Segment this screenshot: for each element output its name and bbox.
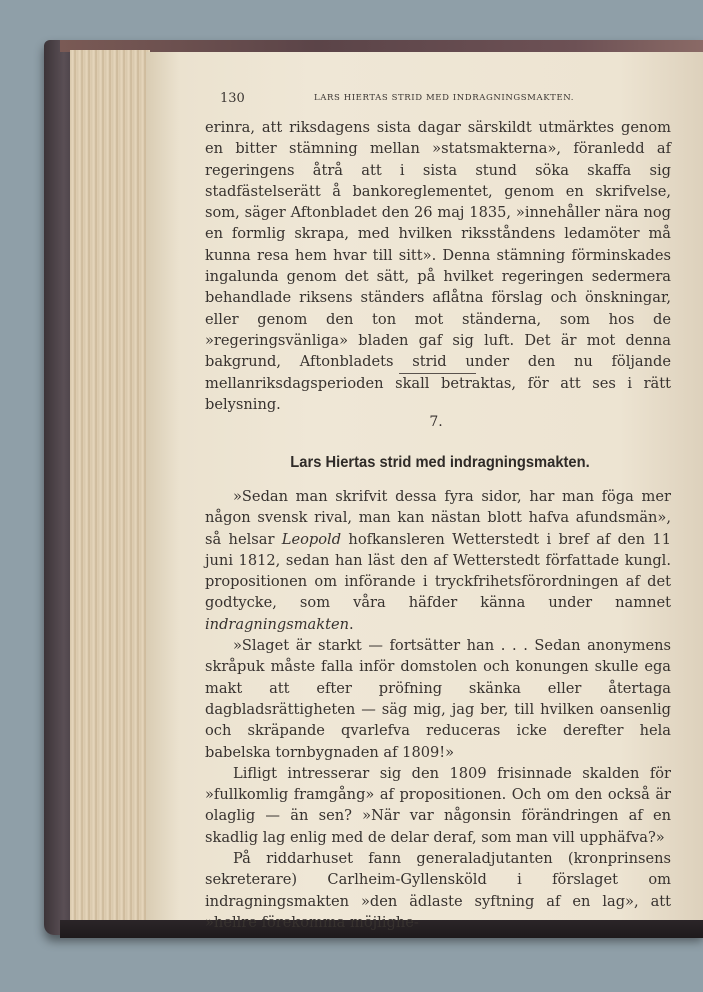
paragraph-5: På riddarhuset fann generaladjutanten (kronprinsens sekreterare) Carlheim-Gyllensköld i förslaget om indragningsmakten »den ädlaste syftning af en lag», att »hellre förekomma möjlighe- (205, 850, 671, 931)
running-head: LARS HIERTAS STRID MED INDRAGNINGSMAKTEN. (314, 93, 575, 103)
paragraph-2-part3: . (349, 615, 354, 633)
paragraph-3: »Slaget är starkt — fortsätter han . . . Sedan anonymens skråpuk måste falla inför domstolen och konungen skulle ega makt att efter pröfning skänka eller återtaga dagbladsrättigheten — säg mig, jag ber, till hvilken oansenlig och skräpande qvarlefva reduceras icke derefter hela babelska tornbygnaden af 1809!» (205, 637, 671, 761)
paragraph-2-name: Leopold (281, 530, 342, 548)
paragraph-2-part2: hofkansleren Wetterstedt i bref af den 11 juni 1812, sedan han läst den af Wetterstedt författade kungl. propositionen om införande i tryckfrihetsförordningen af det godtycke, som våra häfder känna under namnet (205, 530, 671, 612)
paragraph-1 (205, 117, 671, 415)
book-cover-top-edge (60, 40, 703, 52)
section-divider (399, 373, 476, 374)
paragraph-2-term: indragningsmakten (205, 615, 350, 633)
page-number: 130 (220, 91, 245, 106)
page-header (220, 91, 640, 107)
section-body (205, 486, 671, 933)
section-number: 7. (429, 414, 443, 430)
page-edges (70, 50, 150, 920)
paragraph-1-text: erinra, att riksdagens sista dagar särskildt utmärktes genom en bitter stämning mellan »statsmakterna», föranledd af regeringens åtrå att i sista stund söka skaffa sig stadfästelserätt å bankoreglementet, genom en skrifvelse, som, säger Aftonbladet den 26 maj 1835, »innehåller nära nog en formlig skrapa, med hvilken riksståndens ledamöter må kunna resa hem hvar till sitt». Denna stämning förminskades ingalunda genom det sätt, på hvilket regeringen sedermera behandlade riksens ständers aflåtna förslag och önskningar, eller genom den ton mot ständerna, som hos de »regeringsvänliga» bladen gaf sig luft. Det är mot denna bakgrund, Aftonbladets strid under den nu följande mellanriksdagsperioden skall betraktas, för att ses i rätt belysning. (205, 119, 671, 413)
paragraph-4: Lifligt intresserar sig den 1809 frisinnade skalden för »fullkomlig framgång» af propositionen. Och om den också är olaglig — än sen? »När var någonsin förändringen af en skadlig lag enlig med de delar deraf, som man vill upphäfva?» (205, 764, 671, 846)
paragraph-2-part1: »Sedan man skrifvit dessa fyra sidor, har man föga mer någon svensk rival, man kan nästan blott hafva afundsmän», så helsar (205, 488, 671, 548)
section-title: Lars Hiertas strid med indragningsmakten. (290, 454, 590, 471)
paragraph-2 (205, 486, 671, 635)
